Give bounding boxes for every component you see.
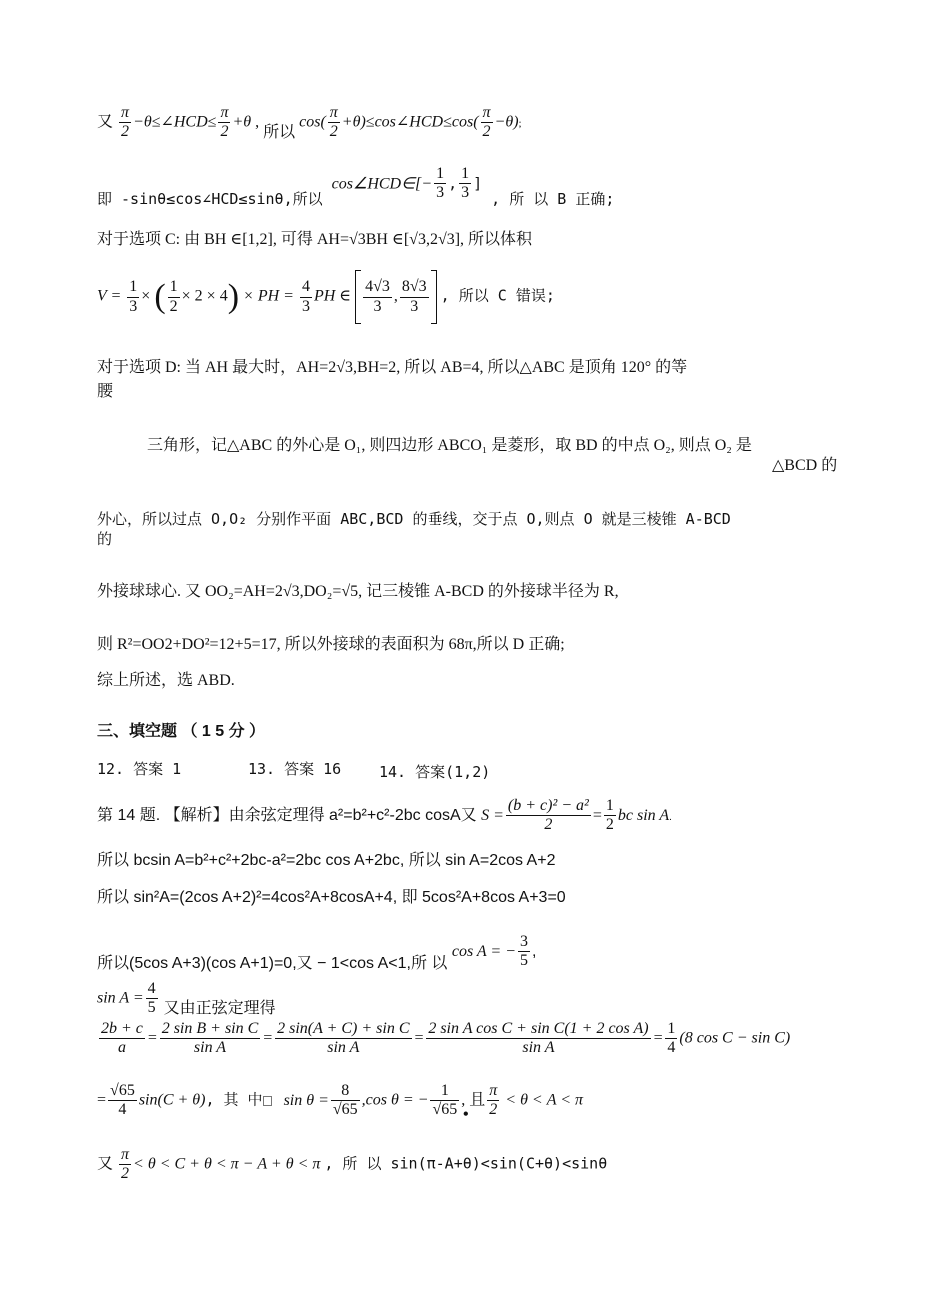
line14-cos-eq: cos A = − [451,943,516,961]
line14-tail: , [531,943,537,961]
line-6: 三角形，记△ABC 的外心是 O₁, 则四边形 ABCO₁ 是菱形，取 BD 的中点 O₂, 则点 O₂ 是 [147,437,752,454]
line18-ineq: < θ < C + θ < π − A + θ < π [133,1155,321,1173]
frac-4-5: $\frac{4}{5}$ [147,980,156,1017]
line-8: 外接球球心. 又 OO₂=AH=2√3,DO₂=√5, 记三棱锥 A-BCD 的外接球半径为 R, [97,583,619,600]
line4-comma: , [393,287,398,305]
line4-times-ph: × PH = [243,287,294,305]
line-4 [97,270,555,324]
frac-s: $\frac{\text{(b + c)² − a²}}{2}$ [507,797,589,834]
frac-1-4: $\frac{1}{4}$ [667,1020,676,1057]
line17-dot: • [463,1105,469,1123]
frac-pi-2: $\frac{\pi}{2}$ [121,1146,130,1183]
missing-glyph-icon [263,1096,272,1106]
line11-s-eq: S = [481,807,504,825]
line-18 [97,1146,607,1184]
line-6-cont: △BCD 的 [772,457,838,474]
line16-quarter-end: (8 cos C − sin C) [679,1029,791,1047]
line-13: 所以 sin²A=(2cos A+2)²=4cos²A+8cosA+4, 即 5cos²A+8cos A+3=0 [97,889,566,906]
frac-3-5: $\frac{3}{5}$ [519,933,528,970]
line4-lparen: ( [154,278,166,315]
line-10: 综上所述，选 ABD. [97,672,235,689]
line2-text: 即 -sinθ≤cos∠HCD≤sinθ,所以 [97,190,323,209]
frac-sinac: $\frac{\text{2 sin(A + C) + sin C}}{\text{sin A}}$ [277,1020,410,1057]
line1-prefix: 又 [97,113,114,131]
line-14 [97,933,536,971]
line15-text: 又由正弦定理得 [163,999,276,1017]
line17-qie: , 且 [461,1091,486,1109]
line4-times1: × [141,287,151,305]
frac-2b-c-a: $\frac{2b + c}{a}$ [101,1020,143,1057]
frac-1-2: $\frac{1}{2}$ [169,278,178,315]
line14-text: 所以(5cos A+3)(cos A+1)=0,又 − 1<cos A<1,所 以 [97,955,448,973]
line15-sin-eq: sin A = [97,989,144,1007]
frac-pi-2: $\frac{\pi}{2}$ [220,104,229,141]
answer-13: 13. 答案 16 [248,760,342,778]
line1-cos-b-end: −θ) [494,113,519,131]
eq-sign: = [146,1029,158,1047]
line-7: 外心，所以过点 O,O₂ 分别作平面 ABC,BCD 的垂线，交于点 O,则点 O 就是三棱锥 A-BCD [97,510,731,528]
line4-ph-in: PH ∈ [313,287,352,305]
line-1 [97,104,522,142]
line17-sin-expr: sin(C + θ) [138,1091,206,1109]
line17-sin-theta: sin θ = [283,1091,329,1109]
line11-text: 第 14 题. 【解析】由余弦定理得 a²=b²+c²-2bc cosA又 [97,807,477,825]
line-3: 对于选项 C: 由 BH ∈[1,2], 可得 AH=√3BH ∈[√3,2√3], 所以体积 [97,231,533,248]
line-2 [97,165,615,209]
frac-8-sqrt65: $\frac{8}{√65}$ [332,1082,358,1119]
eq-sign: = [413,1029,425,1047]
line11-tail: . [669,812,672,824]
line1-cos-a-end: +θ)≤cos∠HCD≤cos( [341,113,479,131]
line11-bc: bc sin A [617,807,670,825]
frac-1-3: $\frac{1}{3}$ [461,165,470,202]
eq-sign: = [262,1029,274,1047]
left-bracket [355,270,361,324]
line1-comma: , [255,113,260,131]
line4-tail: , 所以 C 错误; [440,286,555,305]
line2-expr-comma: , [448,174,458,193]
line1-cos-a: cos( [299,113,326,131]
line17-cos-theta: ,cos θ = − [361,1091,429,1109]
frac-sqrt65-4: $\frac{√65}{4}$ [110,1082,135,1119]
line-16 [97,1020,790,1058]
frac-pi-2: $\frac{\pi}{2}$ [121,104,130,141]
line1-so: 所以 [263,123,296,141]
frac-1-2: $\frac{1}{2}$ [605,797,614,834]
line-15 [97,980,276,1018]
line4-half-times: × 2 × 4 [181,287,228,305]
line1-ineq-end: +θ [232,113,252,131]
line-17 [97,1082,589,1123]
line1-ineq-mid: −θ≤∠HCD≤ [133,113,217,131]
line-5: 对于选项 D: 当 AH 最大时，AH=2√3,BH=2, 所以 AB=4, 所以△ABC 是顶角 120° 的等 [97,359,688,376]
frac-1-3: $\frac{1}{3}$ [129,278,138,315]
frac-expand: $\frac{\text{2 sin A cos C + sin C(1 + 2 cos A)}}{\text{sin A}}$ [428,1020,649,1057]
line-12: 所以 bcsin A=b²+c²+2bc-a²=2bc cos A+2bc, 所以 sin A=2cos A+2 [97,852,556,869]
line-5-cont: 腰 [97,383,114,400]
frac-1-sqrt65: $\frac{1}{√65}$ [432,1082,458,1119]
line4-rparen: ) [227,278,240,315]
line18-prefix: 又 [97,1155,114,1173]
line11-eq: = [592,807,602,825]
answer-14: 14. 答案(1,2) [379,763,491,781]
line17-mid: , 其 中 [205,1090,263,1109]
frac-8sqrt3-3: $\frac{8√3}{3}$ [401,278,427,315]
line-7-cont: 的 [97,530,113,548]
frac-1-3: $\frac{1}{3}$ [436,165,445,202]
frac-pi-2: $\frac{\pi}{2}$ [489,1082,498,1119]
line4-v-eq: V = [97,287,122,305]
line2-tail: , 所 以 B 正确; [491,190,615,209]
line2-expr-start: cos∠HCD∈[− [331,175,433,193]
frac-pi-2: $\frac{\pi}{2}$ [329,104,338,141]
right-bracket [431,270,437,324]
line1-tail: ; [518,117,522,130]
eq-sign: = [652,1029,664,1047]
line-9: 则 R²=OO2+DO²=12+5=17, 所以外接球的表面积为 68π,所以 D 正确; [97,636,565,653]
frac-pi-2: $\frac{\pi}{2}$ [482,104,491,141]
frac-4sqrt3-3: $\frac{4√3}{3}$ [365,278,390,315]
answer-12: 12. 答案 1 [97,760,182,778]
frac-sinb: $\frac{\text{2 sin B + sin C}}{\text{sin A}}$ [161,1020,259,1057]
line-11 [97,797,672,835]
frac-4-3: $\frac{4}{3}$ [301,278,310,315]
line18-tail: , 所 以 sin(π-A+θ)<sin(C+θ)<sinθ [324,1154,608,1173]
section-title: 三、填空题 （ 1 5 分 ） [97,723,266,740]
eq-sign: = [97,1091,107,1109]
line17-ineq: < θ < A < π [501,1091,584,1109]
line2-expr-end: ] [473,174,483,193]
